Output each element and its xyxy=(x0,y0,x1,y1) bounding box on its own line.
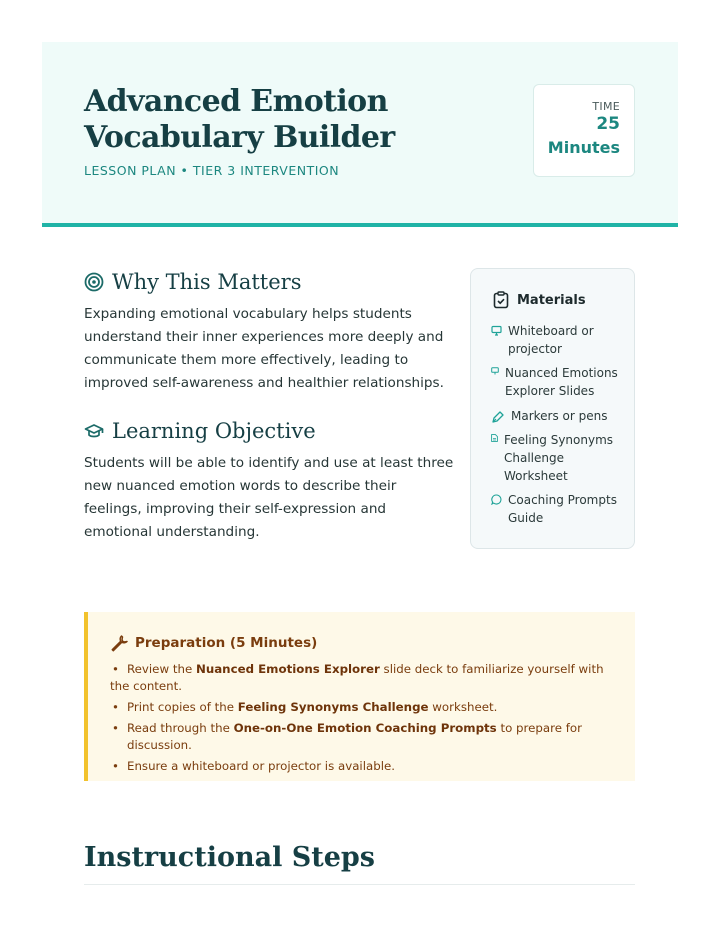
time-label: TIME xyxy=(592,100,620,113)
presentation-icon xyxy=(491,367,499,375)
materials-title-text: Materials xyxy=(517,292,586,308)
prep-text: Ensure a whiteboard or projector is available. xyxy=(127,759,395,773)
target-icon xyxy=(84,272,104,292)
instructional-steps-heading: Instructional Steps xyxy=(84,842,375,873)
objective-heading xyxy=(84,419,316,443)
page-title: Advanced Emotion Vocabulary Builder xyxy=(84,84,395,155)
file-icon xyxy=(491,434,498,442)
material-item xyxy=(491,431,621,485)
preparation-title-text: Preparation (5 Minutes) xyxy=(135,635,318,651)
prep-bold: One-on-One Emotion Coaching Prompts xyxy=(233,721,497,735)
lesson-header xyxy=(42,42,678,227)
why-heading xyxy=(84,270,302,294)
graduation-cap-icon xyxy=(84,421,104,441)
objective-body: Students will be able to identify and use at least three new nuanced emotion words to describe their feelings, improving their self-expression and emotional understanding. xyxy=(84,455,454,540)
material-item xyxy=(491,407,621,425)
chat-bubble-icon xyxy=(491,494,502,505)
wrench-icon xyxy=(110,634,128,652)
materials-title xyxy=(493,291,586,309)
time-card xyxy=(533,84,635,177)
why-heading-text: Why This Matters xyxy=(112,270,302,294)
prep-text: Read through the xyxy=(127,721,234,735)
material-item-label: Feeling Synonyms Challenge Worksheet xyxy=(504,433,614,483)
clipboard-check-icon xyxy=(493,291,509,309)
prep-text: worksheet. xyxy=(428,700,498,714)
preparation-title xyxy=(110,634,317,652)
list-item: • Ensure a whiteboard or projector is available. xyxy=(112,759,395,773)
pen-icon xyxy=(491,410,505,424)
time-value: 25 xyxy=(596,114,620,134)
material-item xyxy=(491,322,621,358)
time-unit: Minutes xyxy=(547,138,620,157)
list-item: • Print copies of the Feeling Synonyms Challenge worksheet. xyxy=(112,700,498,714)
material-item-label: Nuanced Emotions Explorer Slides xyxy=(505,366,618,398)
preparation-callout xyxy=(84,612,635,781)
why-body: Expanding emotional vocabulary helps students understand their inner experiences more deeply and communicate them more effectively, leading to improved self-awareness and healthier relationships. xyxy=(84,306,444,391)
lesson-subtitle: LESSON PLAN • TIER 3 INTERVENTION xyxy=(84,163,340,178)
list-item: • Read through the One-on-One Emotion Coaching Prompts to prepare for discussion. xyxy=(112,721,582,752)
materials-panel xyxy=(470,268,635,549)
section-divider xyxy=(84,884,635,885)
prep-text: Review the xyxy=(127,662,196,676)
prep-bold: Nuanced Emotions Explorer xyxy=(195,662,380,676)
prep-text: to prepare for discussion. xyxy=(127,721,582,752)
objective-heading-text: Learning Objective xyxy=(112,419,316,443)
prep-text: slide deck to familiarize yourself with the content. xyxy=(110,662,604,693)
material-item xyxy=(491,491,621,527)
monitor-icon xyxy=(491,325,502,336)
prep-text: Print copies of the xyxy=(127,700,238,714)
material-item xyxy=(491,364,621,400)
material-item-label: Whiteboard or projector xyxy=(508,324,594,356)
preparation-list xyxy=(110,661,610,779)
material-item-label: Coaching Prompts Guide xyxy=(508,493,617,525)
material-item-label: Markers or pens xyxy=(511,409,608,423)
list-item: • Review the Nuanced Emotions Explorer slide deck to familiarize yourself with the content. xyxy=(110,662,604,693)
prep-bold: Feeling Synonyms Challenge xyxy=(237,700,429,714)
